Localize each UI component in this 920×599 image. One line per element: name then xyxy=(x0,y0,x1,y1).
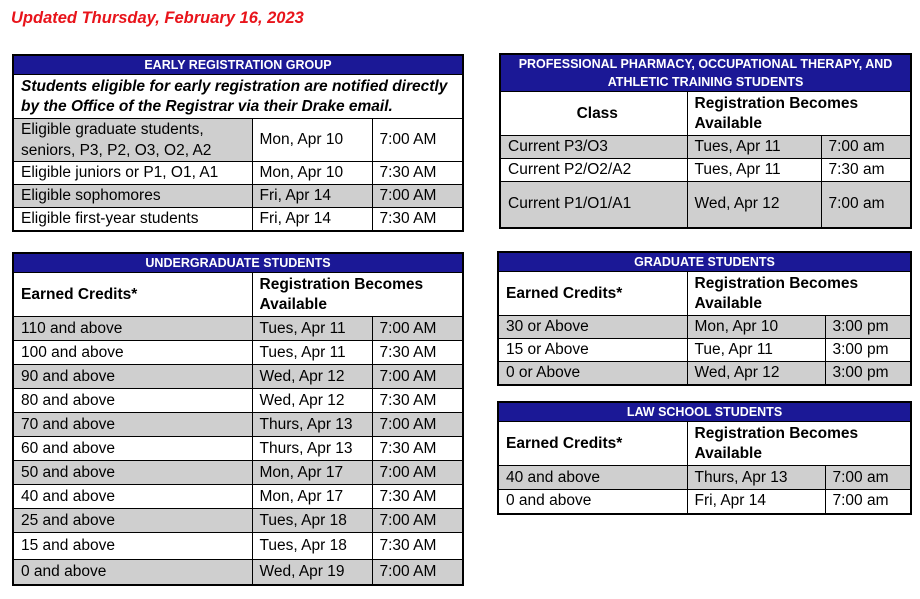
undergrad-credits: 40 and above xyxy=(13,485,252,509)
undergrad-date: Thurs, Apr 13 xyxy=(252,437,372,461)
early-group: Eligible graduate students, seniors, P3, P2, O3, O2, A2 xyxy=(13,119,252,162)
undergrad-title: UNDERGRADUATE STUDENTS xyxy=(13,253,463,273)
undergrad-credits: 25 and above xyxy=(13,509,252,533)
graduate-col-registration: Registration Becomes Available xyxy=(687,272,911,316)
pharmacy-time: 7:00 am xyxy=(821,182,911,228)
undergrad-time: 7:00 AM xyxy=(372,509,463,533)
undergrad-date: Wed, Apr 19 xyxy=(252,560,372,585)
pharmacy-col-class: Class xyxy=(500,92,687,136)
early-note: Students eligible for early registration are notified directly by the Office of the Registrar via their Drake email. xyxy=(13,75,463,119)
undergrad-date: Tues, Apr 18 xyxy=(252,533,372,560)
undergrad-credits: 80 and above xyxy=(13,389,252,413)
early-group: Eligible sophomores xyxy=(13,185,252,208)
undergrad-date: Tues, Apr 18 xyxy=(252,509,372,533)
graduate-table xyxy=(497,251,912,386)
pharmacy-date: Tues, Apr 11 xyxy=(687,159,821,182)
law-col-registration: Registration Becomes Available xyxy=(687,422,911,466)
undergrad-credits: 100 and above xyxy=(13,341,252,365)
undergrad-date: Tues, Apr 11 xyxy=(252,341,372,365)
graduate-credits: 15 or Above xyxy=(498,339,687,362)
undergrad-credits: 15 and above xyxy=(13,533,252,560)
undergrad-credits: 0 and above xyxy=(13,560,252,585)
early-time: 7:30 AM xyxy=(372,208,463,231)
undergrad-date: Tues, Apr 11 xyxy=(252,317,372,341)
graduate-date: Tue, Apr 11 xyxy=(687,339,825,362)
early-date: Mon, Apr 10 xyxy=(252,119,372,162)
undergrad-time: 7:30 AM xyxy=(372,341,463,365)
pharmacy-title: PROFESSIONAL PHARMACY, OCCUPATIONAL THERAPY, AND ATHLETIC TRAINING STUDENTS xyxy=(500,54,911,92)
law-time: 7:00 am xyxy=(825,490,911,514)
pharmacy-col-registration: Registration Becomes Available xyxy=(687,92,911,136)
law-date: Fri, Apr 14 xyxy=(687,490,825,514)
undergrad-date: Wed, Apr 12 xyxy=(252,365,372,389)
undergrad-date: Wed, Apr 12 xyxy=(252,389,372,413)
undergrad-table xyxy=(12,252,464,586)
undergrad-time: 7:30 AM xyxy=(372,533,463,560)
graduate-date: Mon, Apr 10 xyxy=(687,316,825,339)
undergrad-date: Mon, Apr 17 xyxy=(252,485,372,509)
undergrad-credits: 50 and above xyxy=(13,461,252,485)
pharmacy-class: Current P2/O2/A2 xyxy=(500,159,687,182)
undergrad-col-registration: Registration Becomes Available xyxy=(252,273,463,317)
undergrad-time: 7:30 AM xyxy=(372,437,463,461)
law-title: LAW SCHOOL STUDENTS xyxy=(498,402,911,422)
pharmacy-table xyxy=(499,53,912,229)
undergrad-credits: 110 and above xyxy=(13,317,252,341)
early-time: 7:30 AM xyxy=(372,162,463,185)
pharmacy-class: Current P1/O1/A1 xyxy=(500,182,687,228)
undergrad-time: 7:00 AM xyxy=(372,560,463,585)
early-group: Eligible juniors or P1, O1, A1 xyxy=(13,162,252,185)
undergrad-time: 7:00 AM xyxy=(372,365,463,389)
undergrad-credits: 90 and above xyxy=(13,365,252,389)
early-date: Fri, Apr 14 xyxy=(252,185,372,208)
undergrad-credits: 70 and above xyxy=(13,413,252,437)
early-time: 7:00 AM xyxy=(372,119,463,162)
undergrad-credits: 60 and above xyxy=(13,437,252,461)
early-title: EARLY REGISTRATION GROUP xyxy=(13,55,463,75)
pharmacy-class: Current P3/O3 xyxy=(500,136,687,159)
graduate-credits: 30 or Above xyxy=(498,316,687,339)
law-credits: 0 and above xyxy=(498,490,687,514)
law-table xyxy=(497,401,912,515)
early-registration-table xyxy=(12,54,464,232)
graduate-time: 3:00 pm xyxy=(825,362,911,385)
law-credits: 40 and above xyxy=(498,466,687,490)
graduate-col-credits: Earned Credits* xyxy=(498,272,687,316)
pharmacy-date: Tues, Apr 11 xyxy=(687,136,821,159)
undergrad-time: 7:00 AM xyxy=(372,413,463,437)
pharmacy-time: 7:30 am xyxy=(821,159,911,182)
updated-date: Updated Thursday, February 16, 2023 xyxy=(11,9,304,27)
pharmacy-date: Wed, Apr 12 xyxy=(687,182,821,228)
pharmacy-time: 7:00 am xyxy=(821,136,911,159)
graduate-date: Wed, Apr 12 xyxy=(687,362,825,385)
law-time: 7:00 am xyxy=(825,466,911,490)
graduate-time: 3:00 pm xyxy=(825,316,911,339)
undergrad-time: 7:00 AM xyxy=(372,317,463,341)
undergrad-time: 7:00 AM xyxy=(372,461,463,485)
graduate-credits: 0 or Above xyxy=(498,362,687,385)
undergrad-date: Mon, Apr 17 xyxy=(252,461,372,485)
early-group: Eligible first-year students xyxy=(13,208,252,231)
law-date: Thurs, Apr 13 xyxy=(687,466,825,490)
undergrad-col-credits: Earned Credits* xyxy=(13,273,252,317)
graduate-title: GRADUATE STUDENTS xyxy=(498,252,911,272)
early-time: 7:00 AM xyxy=(372,185,463,208)
early-date: Fri, Apr 14 xyxy=(252,208,372,231)
graduate-time: 3:00 pm xyxy=(825,339,911,362)
undergrad-date: Thurs, Apr 13 xyxy=(252,413,372,437)
law-col-credits: Earned Credits* xyxy=(498,422,687,466)
undergrad-time: 7:30 AM xyxy=(372,389,463,413)
early-date: Mon, Apr 10 xyxy=(252,162,372,185)
undergrad-time: 7:30 AM xyxy=(372,485,463,509)
